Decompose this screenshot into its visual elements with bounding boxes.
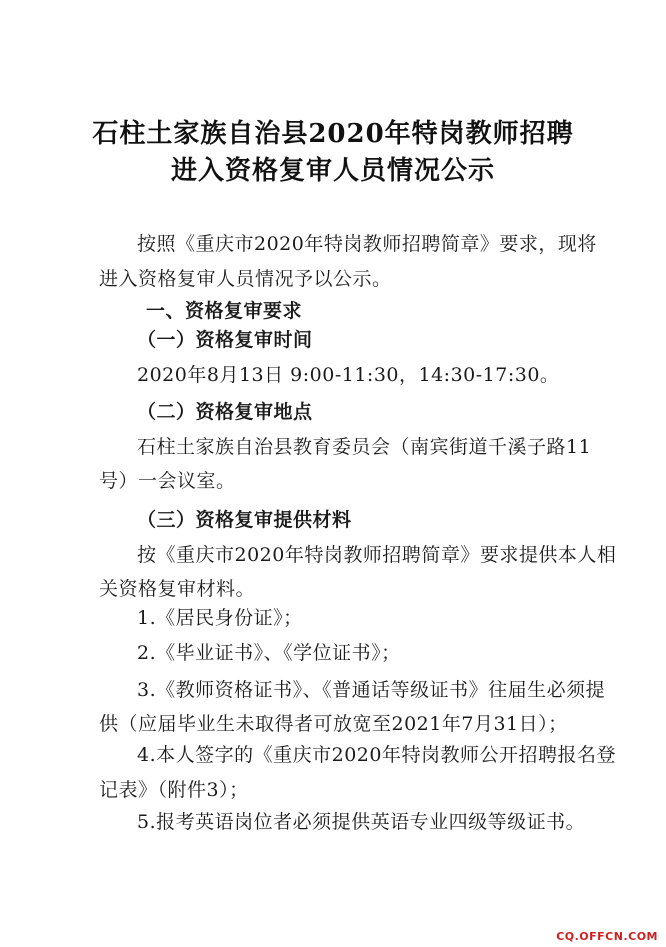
sub3-intro-line1: 按《重庆市2020年特岗教师招聘简章》要求提供本人相 [137, 544, 617, 566]
section1-heading: 一、资格复审要求 [146, 300, 303, 322]
sub2-heading: （二）资格复审地点 [137, 401, 313, 423]
material-item-4-line1: 4.本人签字的《重庆市2020年特岗教师公开招聘报名登 [137, 744, 616, 766]
document-title-line1: 石柱土家族自治县2020年特岗教师招聘 [92, 119, 574, 149]
intro-paragraph-line2: 进入资格复审人员情况予以公示。 [99, 268, 392, 290]
material-item-2: 2.《毕业证书》、《学位证书》； [137, 642, 401, 664]
sub3-heading: （三）资格复审提供材料 [137, 509, 352, 531]
material-item-3-line1: 3.《教师资格证书》、《普通话等级证书》往届生必须提 [137, 679, 606, 701]
sub3-intro-line2: 关资格复审材料。 [99, 578, 256, 600]
material-item-4-line2: 记表》（附件3）； [99, 779, 249, 801]
material-item-5: 5.报考英语岗位者必须提供英语专业四级等级证书。 [137, 811, 586, 833]
sub1-heading: （一）资格复审时间 [137, 329, 313, 351]
sub1-text: 2020年8月13日 9:00-11:30，14:30-17:30。 [137, 364, 560, 386]
material-item-3-line2: 供（应届毕业生未取得者可放宽至2021年7月31日）； [99, 713, 568, 735]
intro-paragraph-line1: 按照《重庆市2020年特岗教师招聘简章》要求，现将 [137, 233, 597, 255]
sub2-text-line2: 号）一会议室。 [99, 470, 236, 492]
site-watermark: CQ.OFFCN.COM [556, 930, 658, 943]
sub2-text-line1: 石柱土家族自治县教育委员会（南宾街道千溪子路11 [137, 436, 592, 458]
document-title-line2: 进入资格复审人员情况公示 [170, 156, 495, 186]
material-item-1: 1.《居民身份证》； [137, 607, 303, 629]
